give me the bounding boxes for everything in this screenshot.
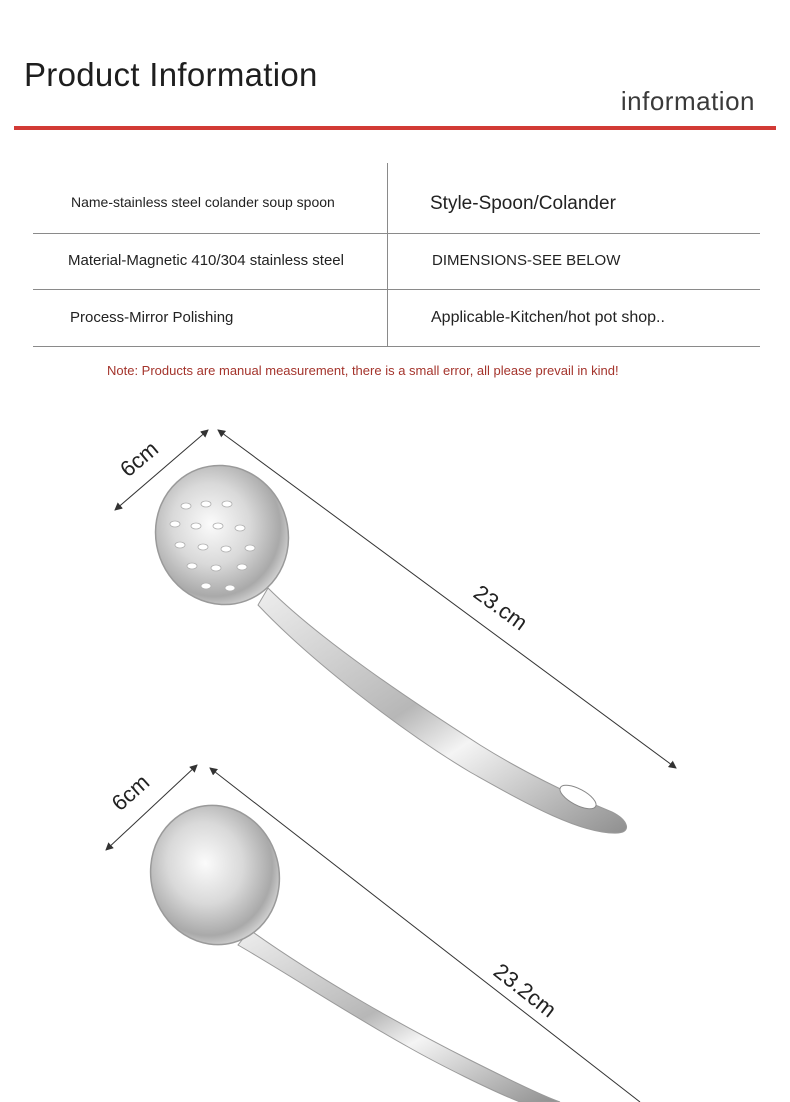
ladle-length-label: 23.2cm xyxy=(488,958,562,1023)
spec-dimensions: DIMENSIONS-SEE BELOW xyxy=(432,252,621,269)
spec-style: Style-Spoon/Colander xyxy=(430,193,616,214)
colander-width-label: 6cm xyxy=(115,435,164,482)
spec-process: Process-Mirror Polishing xyxy=(70,309,234,326)
spec-applicable: Applicable-Kitchen/hot pot shop.. xyxy=(431,309,665,326)
colander-spoon-illustration xyxy=(136,447,627,833)
soup-ladle-illustration xyxy=(135,791,560,1102)
colander-bowl xyxy=(136,447,308,624)
colander-length-label: 23.cm xyxy=(469,579,533,636)
measurement-note: Note: Products are manual measurement, there is a small error, all please prevail in kind! xyxy=(107,363,619,378)
page-title: Product Information xyxy=(24,56,318,93)
page-subtitle: information xyxy=(620,86,755,116)
colander-length-line xyxy=(218,430,676,768)
ladle-bowl xyxy=(135,791,295,959)
spec-material: Material-Magnetic 410/304 stainless steel xyxy=(68,252,344,269)
ladle-handle xyxy=(238,930,560,1102)
ladle-width-label: 6cm xyxy=(106,769,155,816)
spec-name: Name-stainless steel colander soup spoon xyxy=(71,194,335,210)
